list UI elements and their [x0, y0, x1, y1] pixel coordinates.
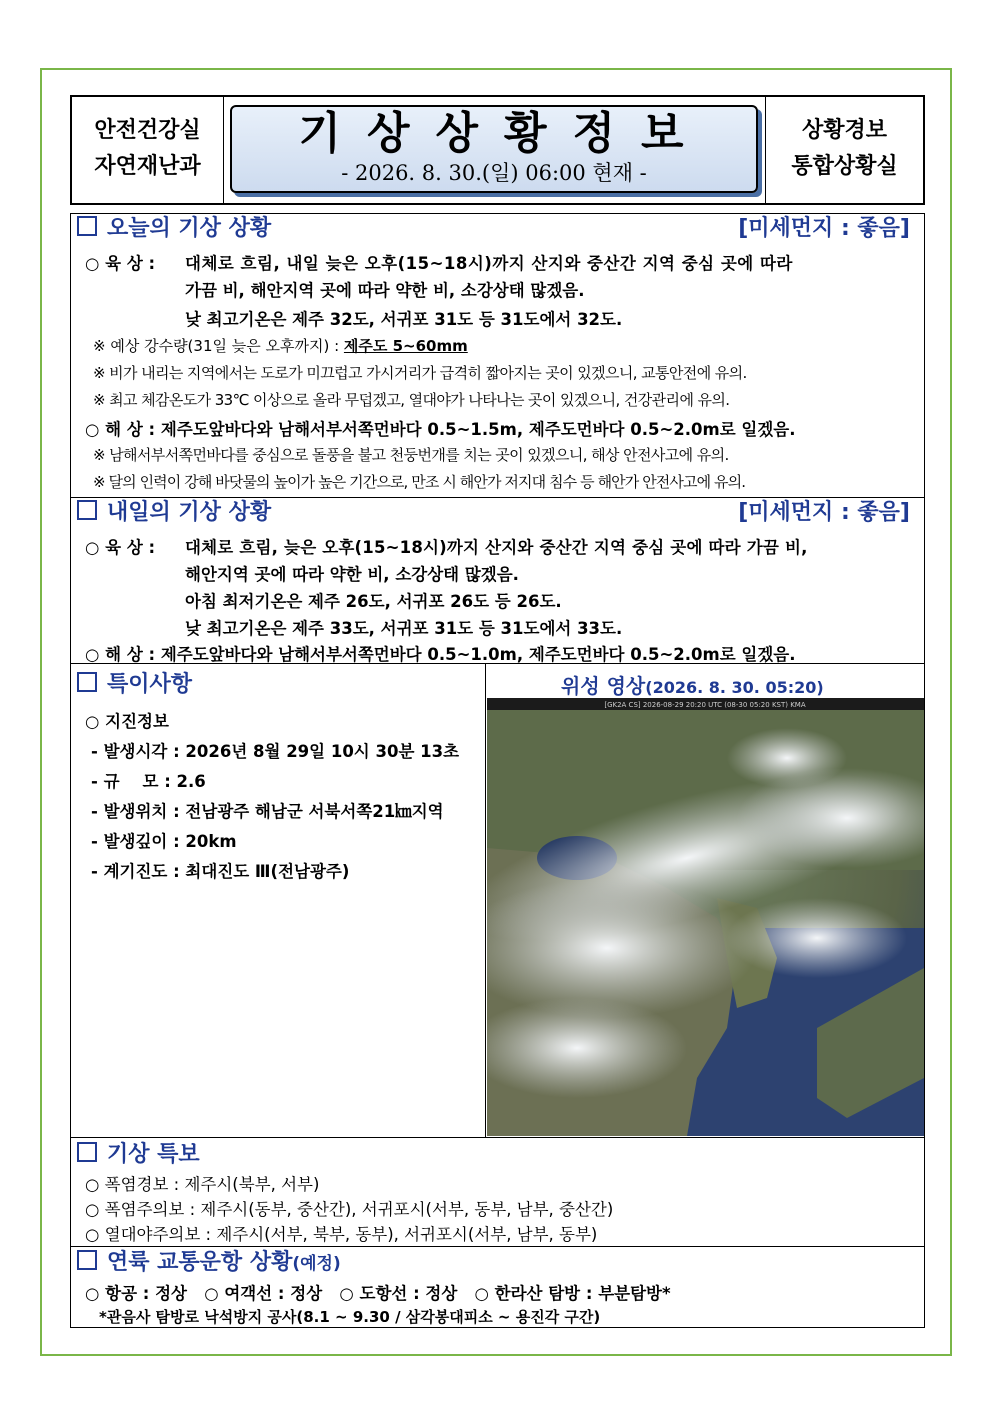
title-box: [230, 105, 758, 193]
satellite-caption: [GK2A CS] 2026-08-29 20:20 UTC (08-30 05:20 KST) KMA: [604, 701, 806, 709]
page-title: 기상상황정보: [298, 108, 710, 159]
office-label: [765, 97, 923, 203]
warning-heat-advisory: ○ 폭염주의보 : 제주시(동부, 중산간), 서귀포시(서부, 동부, 남부, 중산간): [85, 1200, 614, 1219]
warnings-heading: 기상 특보: [71, 1140, 924, 1170]
today-heading: 오늘의 기상 상황 [미세먼지 : 좋음]: [71, 214, 924, 244]
tomorrow-fine-dust: [미세먼지 : 좋음]: [738, 500, 910, 525]
warnings-section: [70, 1137, 925, 1247]
today-land-line2: 가끔 비, 해안지역 곳에 따라 약한 비, 소강상태 많겠음.: [185, 281, 585, 300]
today-fine-dust: [미세먼지 : 좋음]: [738, 216, 910, 241]
earthquake-magnitude: - 규 모 : 2.6: [91, 772, 206, 791]
checkbox-icon: [77, 500, 97, 520]
today-rain-note: ※ 예상 강수량(31일 늦은 오후까지) : 제주도 5~60mm: [93, 337, 468, 355]
checkbox-icon: [77, 216, 97, 236]
today-note-sea: ※ 남해서부서쪽먼바다를 중심으로 돌풍을 불고 천둥번개를 치는 곳이 있겠으니, 해상 안전사고에 유의.: [93, 446, 729, 464]
office-line1: 상황경보: [801, 118, 887, 143]
department-line2: 자연재난과: [94, 154, 201, 179]
today-land-label: ○ 육 상 :: [85, 254, 156, 273]
checkbox-icon: [77, 672, 97, 692]
tomorrow-land-line1: 대체로 흐림, 늦은 오후(15~18시)까지 산지와 중산간 지역 중심 곳에 따라 가끔 비,: [185, 538, 808, 557]
today-note-road: ※ 비가 내리는 지역에서는 도로가 미끄럽고 가시거리가 급격히 짧아지는 곳이 있겠으니, 교통안전에 유의.: [93, 364, 747, 382]
traffic-status: ○ 항공 : 정상 ○ 여객선 : 정상 ○ 도항선 : 정상 ○ 한라산 탐방 : 부분탐방*: [85, 1284, 671, 1303]
traffic-note: *관음사 탐방로 낙석방지 공사(8.1 ~ 9.30 / 삼각봉대피소 ~ 용진각 구간): [99, 1308, 601, 1326]
checkbox-icon: [77, 1142, 97, 1162]
today-note-tide: ※ 달의 인력이 강해 바닷물의 높이가 높은 기간으로, 만조 시 해안가 저지대 침수 등 해안가 안전사고에 유의.: [93, 473, 746, 491]
earthquake-intensity: - 계기진도 : 최대진도 Ⅲ(전남광주): [91, 862, 350, 881]
office-line2: 통합상황실: [791, 154, 898, 179]
today-sea: ○ 해 상 : 제주도앞바다와 남해서부서쪽먼바다 0.5~1.5m, 제주도먼바다 0.5~2.0m로 일겠음.: [85, 420, 796, 439]
satellite-image: [487, 698, 924, 1136]
tomorrow-heading: 내일의 기상 상황 [미세먼지 : 좋음]: [71, 498, 924, 528]
today-section: [70, 213, 925, 498]
earthquake-location: - 발생위치 : 전남광주 해남군 서북서쪽21㎞지역: [91, 802, 444, 821]
today-land-line1: 대체로 흐림, 내일 늦은 오후(15~18시)까지 산지와 중산간 지역 중심 곳에 따라: [185, 254, 793, 273]
today-land-line3: 낮 최고기온은 제주 32도, 서귀포 31도 등 31도에서 32도.: [185, 310, 623, 329]
checkbox-icon: [77, 1250, 97, 1270]
earthquake-depth: - 발생깊이 : 20km: [91, 832, 237, 851]
traffic-heading: 연륙 교통운항 상황(예정): [71, 1248, 924, 1278]
warning-heatwave: ○ 폭염경보 : 제주시(북부, 서부): [85, 1175, 320, 1194]
department-label: [72, 97, 224, 203]
warning-tropical-night: ○ 열대야주의보 : 제주시(서부, 북부, 동부), 서귀포시(서부, 남부, 동부): [85, 1225, 598, 1244]
report-header: [70, 95, 925, 205]
tomorrow-land-line2: 해안지역 곳에 따라 약한 비, 소강상태 많겠음.: [185, 565, 519, 584]
special-heading: 특이사항: [71, 670, 924, 700]
tomorrow-sea: ○ 해 상 : 제주도앞바다와 남해서부서쪽먼바다 0.5~1.0m, 제주도먼바다 0.5~2.0m로 일겠음.: [85, 645, 796, 664]
today-note-heat: ※ 최고 체감온도가 33℃ 이상으로 올라 무덥겠고, 열대야가 나타나는 곳이 있겠으니, 건강관리에 유의.: [93, 391, 730, 409]
earthquake-time: - 발생시각 : 2026년 8월 29일 10시 30분 13초: [91, 742, 460, 761]
earthquake-title: ○ 지진정보: [85, 712, 169, 731]
satellite-map: [487, 698, 924, 1136]
tomorrow-land-line4: 낮 최고기온은 제주 33도, 서귀포 31도 등 31도에서 33도.: [185, 619, 623, 638]
section-divider: [485, 664, 486, 1137]
department-line1: 안전건강실: [94, 118, 201, 143]
satellite-title: 위성 영상(2026. 8. 30. 05:20): [561, 674, 824, 698]
tomorrow-section: [70, 497, 925, 664]
traffic-section: [70, 1246, 925, 1328]
tomorrow-land-line3: 아침 최저기온은 제주 26도, 서귀포 26도 등 26도.: [185, 592, 562, 611]
tomorrow-land-label: ○ 육 상 :: [85, 538, 156, 557]
report-date: - 2026. 8. 30.(일) 06:00 현재 -: [341, 161, 647, 185]
